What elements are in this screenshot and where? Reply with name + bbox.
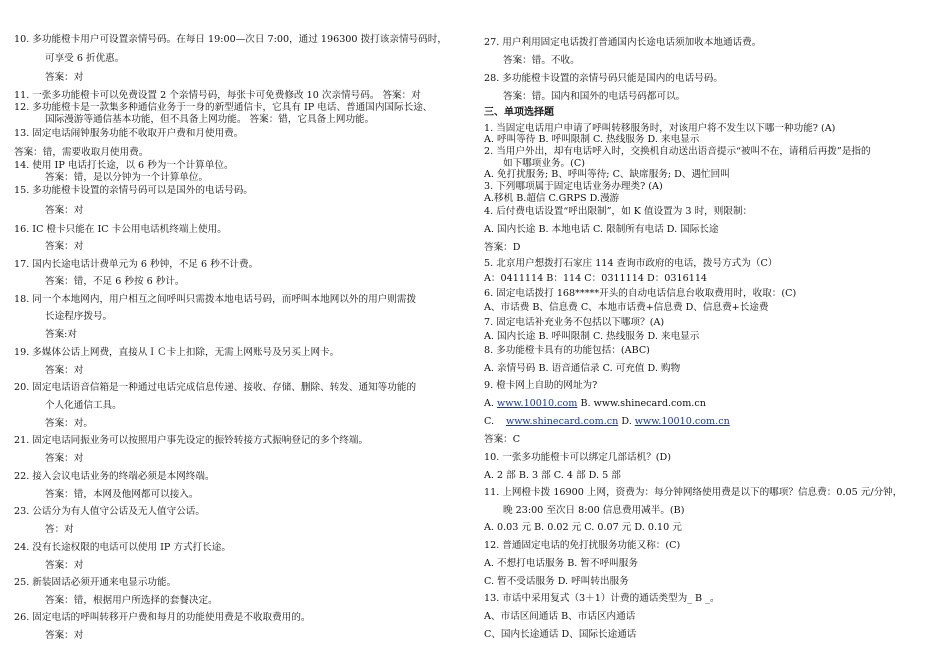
text-line: 4. 后付费电话设置“呼出限制”，如 K 值设置为 3 时，则限制：: [484, 206, 753, 217]
text-line: 3. 下列哪项属于固定电话业务办理类? (A): [484, 181, 663, 192]
text-line: 2. 当用户外出，却有电话呼入时，交换机自动送出语音提示“被叫不在，请稍后再拨”是指的: [484, 146, 871, 157]
text-line: 10. 一张多功能橙卡可以绑定几部话机？(D): [484, 452, 671, 463]
text-line: 17. 国内长途电话计费单元为 6 秒钟，不足 6 秒不计费。: [14, 259, 259, 270]
text-line: A. 不想打电话服务 B. 暂不呼叫服务: [484, 558, 638, 569]
text-line: 5. 北京用户想拨打石家庄 114 查询市政府的电话，拨号方式为（C）: [484, 258, 778, 269]
text-line: 答案：对: [45, 630, 84, 641]
text-line: 答案:对: [45, 329, 78, 340]
text-line: 1. 当固定电话用户申请了呼叫转移服务时，对该用户将不发生以下哪一种功能? (A): [484, 123, 836, 134]
text-line: A. 亲情号码 B. 语音通信录 C. 可充值 D. 购物: [484, 363, 681, 374]
text-line: 11. 上网橙卡拨 16900 上网，资费为：每分钟网络使用费是以下的哪项？信息费：0.05 元/分钟，: [484, 487, 903, 498]
text-line: 晚 23:00 至次日 8:00 信息费用减半。(B): [503, 505, 685, 516]
text-line: A. 2 部 B. 3 部 C. 4 部 D. 5 部: [484, 470, 621, 481]
section-heading: 三、单项选择题: [484, 107, 554, 118]
text-line: A. 0.03 元 B. 0.02 元 C. 0.07 元 D. 0.10 元: [484, 522, 682, 533]
text-line: 26. 固定电话的呼叫转移开户费和每月的功能使用费是不收取费用的。: [14, 612, 311, 623]
text-line: 答案：对: [45, 241, 84, 252]
text-line: 23. 公话分为有人值守公话及无人值守公话。: [14, 506, 205, 517]
text-line: 20. 固定电话语音信箱是一种通过电话完成信息传递、接收、存储、删除、转发、通知等功能的: [14, 382, 417, 393]
text-line: 13. 市话中采用复式（3＋1）计费的通话类型为_ B _。: [484, 593, 720, 604]
text-line: 如下哪项业务。(C): [503, 158, 585, 169]
text-line: 14. 使用 IP 电话打长途，以 6 秒为一个计算单位。: [14, 160, 234, 171]
text-line: 国际漫游等通信基本功能，但不具备上网功能。 答案：错，它具备上网功能。: [45, 114, 375, 125]
text-line: 11. 一张多功能橙卡可以免费设置 2 个亲情号码，每张卡可免费修改 10 次亲情号码。 答案：对: [14, 90, 421, 101]
q9-options-ab: [484, 398, 706, 410]
text-line: 答案：错，是以分钟为一个计算单位。: [45, 172, 209, 183]
text-line: 7. 固定电话补充业务不包括以下哪项？(A): [484, 317, 665, 328]
text-line: 8. 多功能橙卡具有的功能包括：(ABC): [484, 345, 650, 356]
text-line: 18. 同一个本地网内，用户相互之间呼叫只需拨本地电话号码，而呼叫本地网以外的用户则需拨: [14, 294, 417, 305]
text-line: 19. 多媒体公话上网费，直接从ＩＣ卡上扣除，无需上网账号及另买上网卡。: [14, 347, 340, 358]
text-line: A. 呼叫等待 B. 呼叫限制 C. 热线服务 D. 来电显示: [484, 134, 700, 145]
text-line: 答案：错。不收。: [503, 55, 580, 66]
text-line: 答案：对: [45, 72, 84, 83]
q9-link-a[interactable]: www.10010.com: [497, 398, 578, 409]
text-line: 24. 没有长途权限的电话可以使用 IP 方式打长途。: [14, 542, 231, 553]
text-line: A. 免打扰服务; B、呼叫等待; C、缺席服务; D、遇忙回叫: [484, 169, 730, 180]
text-line: C. 暂不受话服务 D. 呼叫转出服务: [484, 576, 629, 587]
text-line: 答案：D: [484, 242, 521, 253]
q9-option-a-label: A.: [484, 398, 498, 409]
text-line: A.移机 B.超信 C.GRPS D.漫游: [484, 193, 620, 204]
text-line: 答案：C: [484, 434, 521, 445]
text-line: 15. 多功能橙卡设置的亲情号码可以是国外的电话号码。: [14, 185, 253, 196]
text-line: 27. 用户利用固定电话拨打普通国内长途电话须加收本地通话费。: [484, 37, 762, 48]
text-line: 21. 固定电话同振业务可以按照用户事先设定的振铃转接方式振响登记的多个终端。: [14, 435, 369, 446]
text-line: 6. 固定电话拨打 168*****开头的自动电话信息台收取费用时，收取：(C): [484, 288, 797, 299]
q9-link-c[interactable]: www.shinecard.com.cn: [506, 416, 619, 427]
text-line: A、市话费 B、信息费 C、本地市话费+信息费 D、信息费+长途费: [484, 302, 769, 313]
text-line: 答案：对: [45, 205, 84, 216]
text-line: 答：对: [45, 524, 74, 535]
text-line: 16. IC 橙卡只能在 IC 卡公用电话机终端上使用。: [14, 224, 227, 235]
text-line: 12. 多功能橙卡是一款集多种通信业务于一身的新型通信卡，它具有 IP 电话、普通国内国际长途、: [14, 102, 433, 113]
text-line: 个人化通信工具。: [45, 400, 122, 411]
text-line: A. 国内长途 B. 呼叫限制 C. 热线服务 D. 来电显示: [484, 331, 700, 342]
text-line: A、市话区间通话 B、市话区内通话: [484, 611, 636, 622]
text-line: 长途程序拨号。: [45, 311, 113, 322]
q9-options-cd: [506, 416, 730, 428]
text-line: 答案：错，本网及他网都可以接入。: [45, 489, 199, 500]
text-line: C、国内长途通话 D、国际长途通话: [484, 629, 637, 640]
text-line: 答案：错，不足 6 秒按 6 秒计。: [45, 276, 185, 287]
text-line: 答案：对: [45, 560, 84, 571]
text-line: 答案：错，根据用户所选择的套餐决定。: [45, 595, 218, 606]
text-line: A：0411114 B：114 C：0311114 D：0316114: [484, 273, 708, 284]
q9-option-b: B. www.shinecard.com.cn: [577, 398, 706, 409]
text-line: A. 国内长途 B. 本地电话 C. 限制所有电话 D. 国际长途: [484, 224, 719, 235]
text-line: 13. 固定电话闹钟服务功能不收取开户费和月使用费。: [14, 128, 244, 139]
text-line: 25. 新装固话必须开通来电显示功能。: [14, 577, 177, 588]
text-line: 答案：对。: [45, 418, 93, 429]
text-line: 答案：对: [45, 365, 84, 376]
text-line: 可享受 6 折优惠。: [45, 53, 125, 64]
text-line: 12. 普通固定电话的免打扰服务功能又称：(C): [484, 540, 681, 551]
text-line: C.: [484, 416, 495, 427]
text-line: 答案：对: [45, 453, 84, 464]
text-line: 22. 接入会议电话业务的终端必须是本网终端。: [14, 471, 215, 482]
text-line: 答案：错。国内和国外的电话号码都可以。: [503, 91, 686, 102]
q9-link-d[interactable]: www.10010.com.cn: [634, 416, 730, 427]
q9-option-d-label: D.: [618, 416, 635, 427]
text-line: 10. 多功能橙卡用户可设置亲情号码。在每日 19:00—次日 7:00，通过 196300 拨打该亲情号码时，: [14, 34, 447, 45]
text-line: 9. 橙卡网上自助的网址为?: [484, 380, 598, 391]
text-line: 28. 多功能橙卡设置的亲情号码只能是国内的电话号码。: [484, 73, 723, 84]
text-line: 答案：错，需要收取月使用费。: [14, 147, 149, 158]
